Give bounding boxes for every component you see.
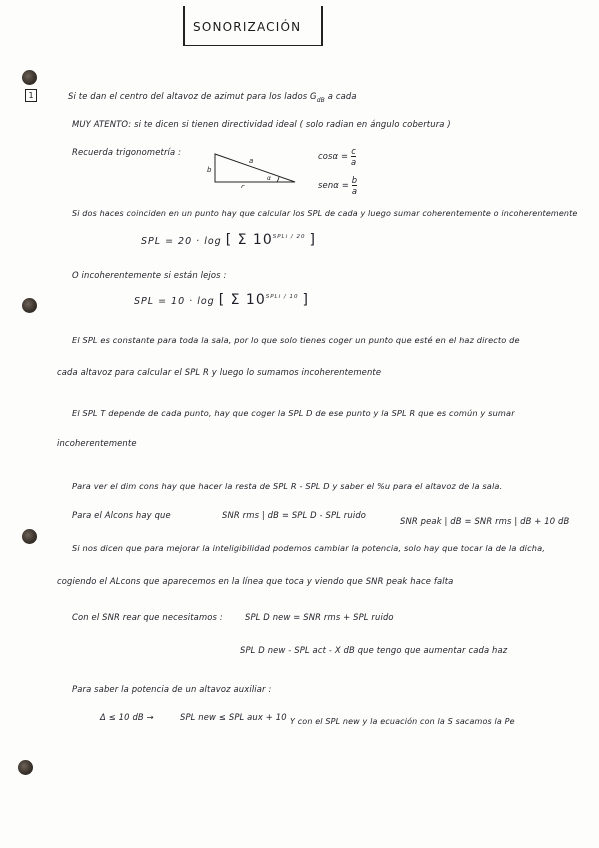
text-line: incoherentemente <box>57 438 137 448</box>
triangle-label-c: c <box>241 183 245 188</box>
text-line: cogiendo el ALcons que aparecemos en la línea que toca y viendo que SNR peak hace falta <box>57 576 454 586</box>
text-line: MUY ATENTO: si te dicen si tienen directividad ideal ( solo radian en ángulo cobertura ) <box>72 119 451 129</box>
section-number: 1 <box>25 89 37 102</box>
incoherent-sum-formula: SPL = 10 · log [ Σ $10^{SPLi / 10}$ ] <box>134 292 309 308</box>
title-left-rule <box>183 6 185 46</box>
text-line: Si te dan el centro del altavoz de azimut para los lados $G_{dB}$ a cada <box>68 91 357 104</box>
snr-peak-formula: SNR peak | dB = SNR rms | dB + 10 dB <box>400 516 570 526</box>
text-line: Para ver el dim cons hay que hacer la resta de SPL R - SPL D y saber el %u para el altavoz de la sala. <box>72 481 503 491</box>
triangle-label-a: a <box>249 157 254 165</box>
title-right-rule <box>321 6 323 46</box>
text-line: Si nos dicen que para mejorar la inteligibilidad podemos cambiar la potencia, solo hay que tocar la de la dicha, <box>72 543 546 553</box>
spl-aux-formula: SPL new ≤ SPL aux + 10 <box>180 712 287 722</box>
spl-new-formula: SPL D new = SNR rms + SPL ruido <box>245 612 394 622</box>
triangle-label-b: b <box>207 166 212 174</box>
page-title: SONORIZACIÓN <box>193 20 302 34</box>
text-line: Para el Alcons hay que <box>72 510 171 520</box>
binder-hole <box>22 70 37 85</box>
sine-formula: senα = $\frac{b}{a}$ <box>318 175 358 196</box>
text-line: Y con el SPL new y la ecuación con la S sacamos la Pe <box>290 717 515 726</box>
binder-hole <box>22 529 37 544</box>
text-line: Recuerda trigonometría : <box>72 147 182 157</box>
binder-hole <box>18 760 33 775</box>
cosine-formula: cosα = $\frac{c}{a}$ <box>318 146 357 167</box>
text-line: El SPL es constante para toda la sala, por lo que solo tienes coger un punto que esté en el haz directo de <box>72 335 520 345</box>
text-line: El SPL T depende de cada punto, hay que coger la SPL D de ese punto y la SPL R que es común y sumar <box>72 408 515 418</box>
delta-condition: Δ ≤ 10 dB → <box>100 712 154 722</box>
coherent-sum-formula: SPL = 20 · log [ Σ $10^{SPLi / 20}$ ] <box>141 232 316 248</box>
text-line: Con el SNR rear que necesitamos : <box>72 612 223 622</box>
triangle-angle-label: α <box>267 175 271 182</box>
title-underline <box>183 45 323 47</box>
text-line: cada altavoz para calcular el SPL R y luego lo sumamos incoherentemente <box>57 367 382 377</box>
triangle-diagram <box>205 148 300 188</box>
text-line: O incoherentemente si están lejos : <box>72 270 227 280</box>
title-box <box>183 6 323 46</box>
snr-rms-formula: SNR rms | dB = SPL D - SPL ruido <box>222 510 367 520</box>
text-line: Para saber la potencia de un altavoz auxiliar : <box>72 684 272 694</box>
spl-increase-formula: SPL D new - SPL act - X dB que tengo que aumentar cada haz <box>240 645 508 655</box>
binder-hole <box>22 298 37 313</box>
text-line: Si dos haces coinciden en un punto hay que calcular los SPL de cada y luego sumar coherentemente o incoherentemente <box>72 209 578 218</box>
